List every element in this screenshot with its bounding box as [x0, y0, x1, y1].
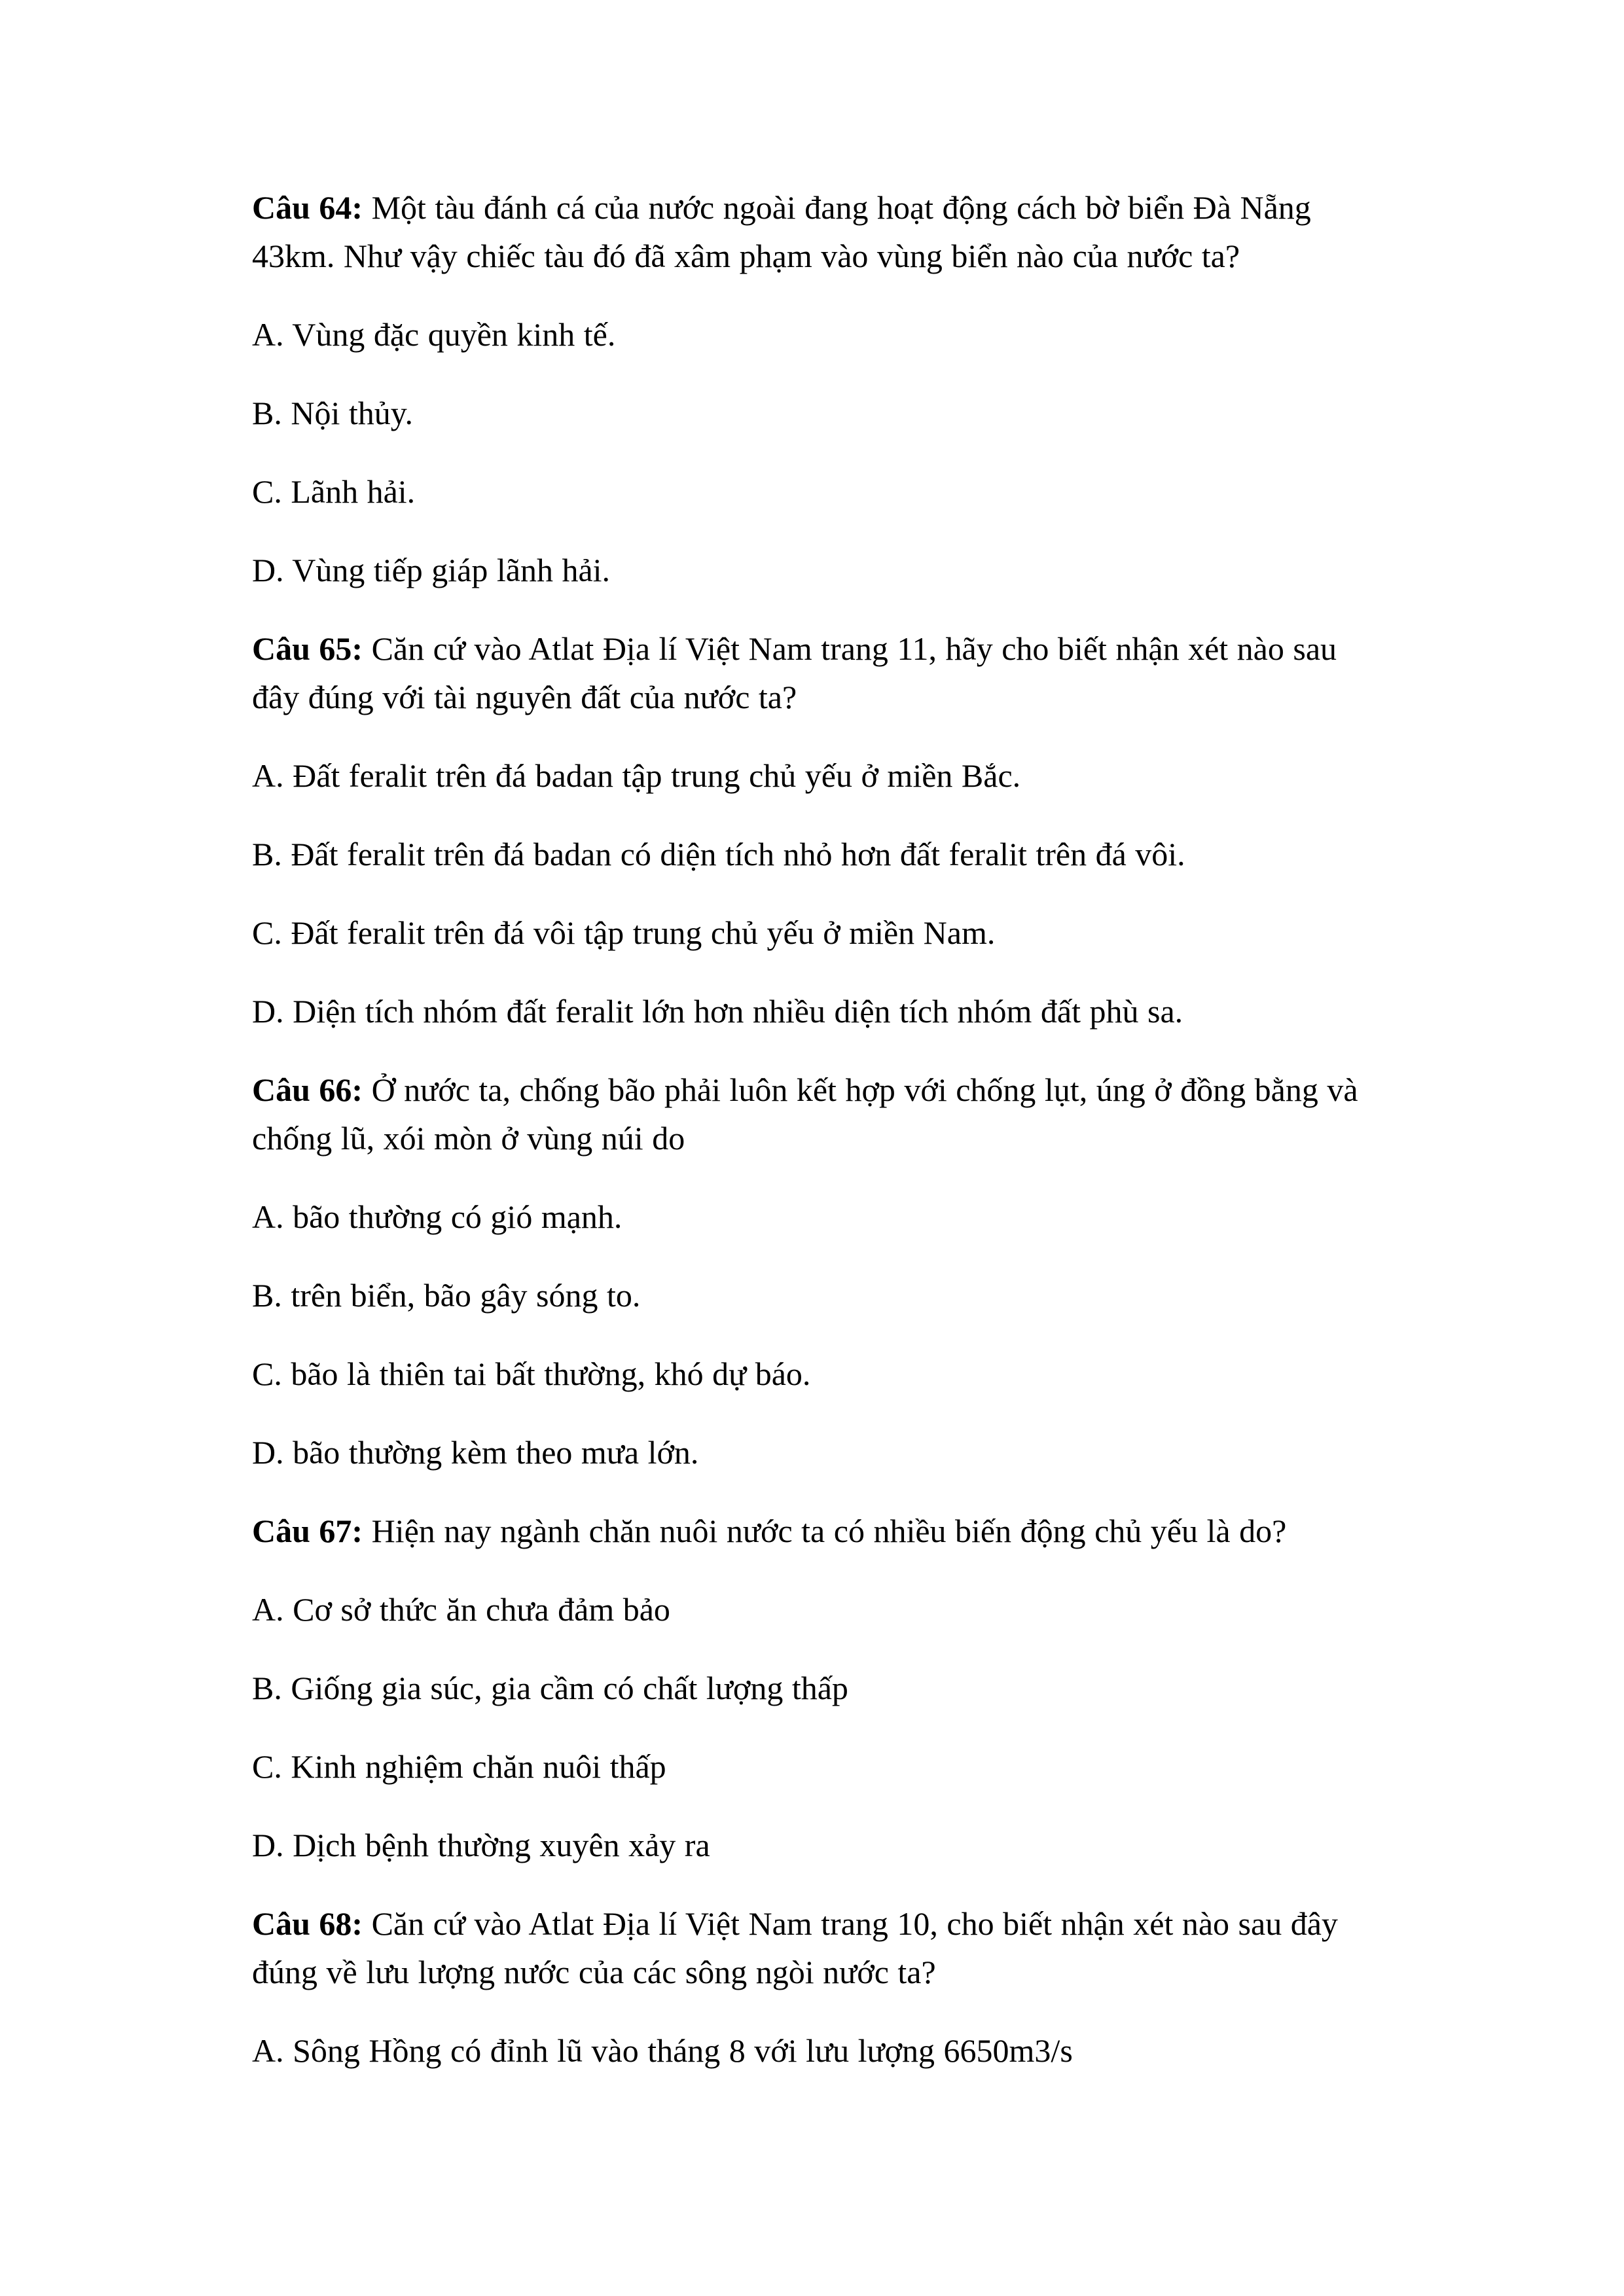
answer-option-a: A. Cơ sở thức ăn chưa đảm bảo [252, 1591, 670, 1628]
answer-option-c: C. bão là thiên tai bất thường, khó dự báo. [252, 1355, 811, 1392]
answer-option-c: C. Kinh nghiệm chăn nuôi thấp [252, 1748, 666, 1785]
question-number: Câu 64: [252, 189, 363, 226]
question-stem [252, 1507, 1382, 1555]
question-text: Một tàu đánh cá của nước ngoài đang hoạt động cách bờ biển Đà Nẵng 43km. Như vậy chiếc tàu đó đã xâm phạm vào vùng biển nào của nước ta? [252, 189, 1311, 274]
answer-option-d: D. Dịch bệnh thường xuyên xảy ra [252, 1827, 710, 1863]
answer-option-a: A. bão thường có gió mạnh. [252, 1198, 623, 1235]
question-65 [252, 624, 1382, 1035]
answer-option-d: D. Diện tích nhóm đất feralit lớn hơn nhiều diện tích nhóm đất phù sa. [252, 993, 1183, 1030]
question-68 [252, 1899, 1382, 2075]
answer-option-b: B. Đất feralit trên đá badan có diện tích nhỏ hơn đất feralit trên đá vôi. [252, 836, 1185, 872]
question-number: Câu 65: [252, 630, 363, 667]
question-stem [252, 624, 1382, 721]
answer-option-c: C. Lãnh hải. [252, 473, 416, 510]
question-number: Câu 67: [252, 1513, 363, 1549]
question-stem [252, 1066, 1382, 1162]
answer-option-c: C. Đất feralit trên đá vôi tập trung chủ yếu ở miền Nam. [252, 914, 996, 951]
question-stem [252, 1899, 1382, 1996]
question-text: Căn cứ vào Atlat Địa lí Việt Nam trang 11, hãy cho biết nhận xét nào sau đây đúng với tài nguyên đất của nước ta? [252, 630, 1337, 715]
question-number: Câu 66: [252, 1071, 363, 1108]
question-64 [252, 183, 1382, 594]
question-66 [252, 1066, 1382, 1477]
answer-option-b: B. Nội thủy. [252, 395, 413, 431]
question-text: Hiện nay ngành chăn nuôi nước ta có nhiều biến động chủ yếu là do? [371, 1513, 1287, 1549]
answer-option-a: A. Đất feralit trên đá badan tập trung chủ yếu ở miền Bắc. [252, 757, 1021, 794]
question-text: Ở nước ta, chống bão phải luôn kết hợp với chống lụt, úng ở đồng bằng và chống lũ, xói mòn ở vùng núi do [252, 1071, 1358, 1157]
answer-option-d: D. bão thường kèm theo mưa lớn. [252, 1434, 699, 1471]
question-text: Căn cứ vào Atlat Địa lí Việt Nam trang 10, cho biết nhận xét nào sau đây đúng về lưu lượng nước của các sông ngòi nước ta? [252, 1905, 1338, 1990]
question-67 [252, 1507, 1382, 1869]
question-number: Câu 68: [252, 1905, 363, 1942]
answer-option-a: A. Sông Hồng có đỉnh lũ vào tháng 8 với lưu lượng 6650m3/s [252, 2032, 1073, 2069]
question-stem [252, 183, 1382, 280]
answer-option-b: B. trên biển, bão gây sóng to. [252, 1277, 641, 1314]
answer-option-b: B. Giống gia súc, gia cầm có chất lượng thấp [252, 1670, 848, 1706]
answer-option-a: A. Vùng đặc quyền kinh tế. [252, 316, 616, 353]
answer-option-d: D. Vùng tiếp giáp lãnh hải. [252, 552, 611, 588]
